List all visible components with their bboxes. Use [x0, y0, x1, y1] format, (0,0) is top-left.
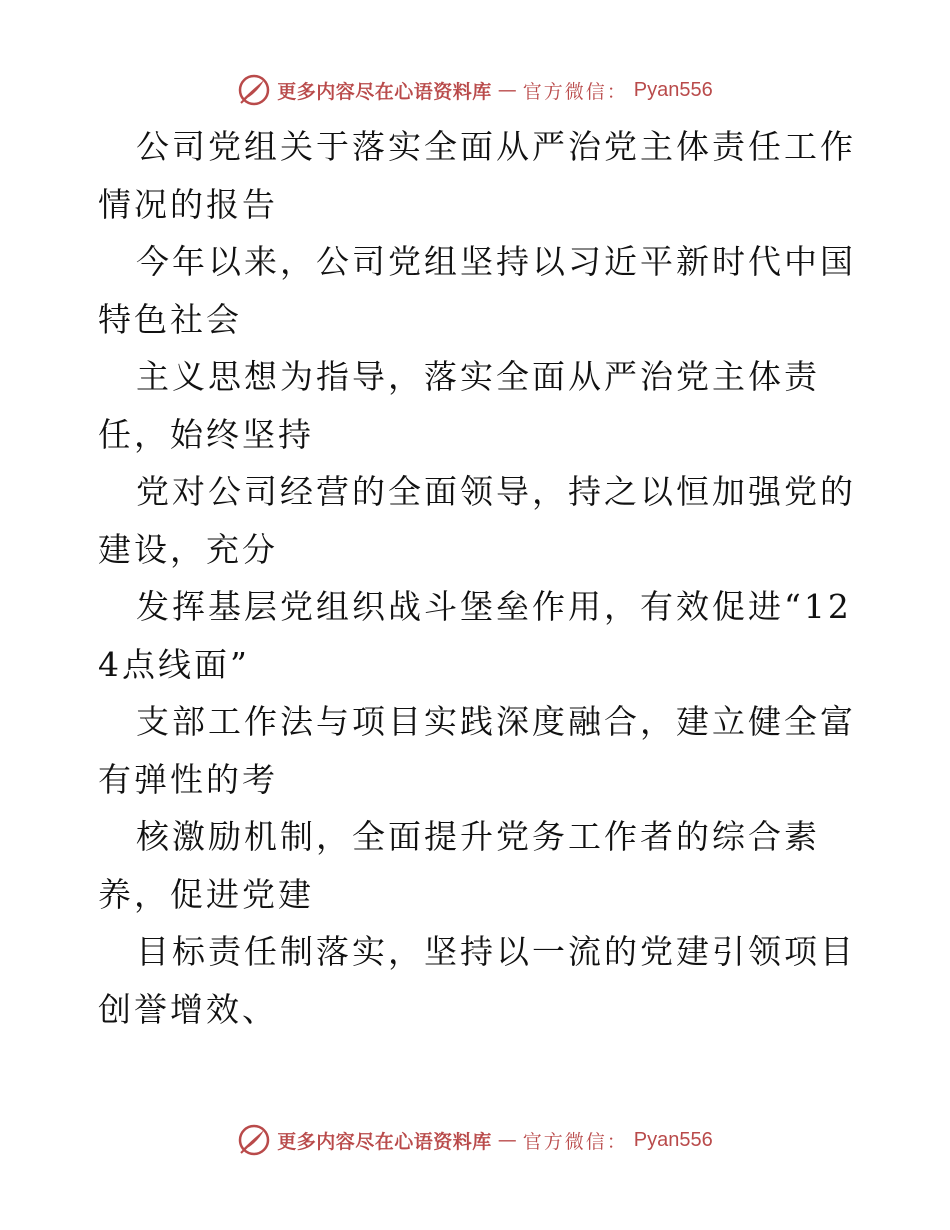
watermark-account-id: Pyan556 [633, 78, 713, 101]
document-paragraph: 支部工作法与项目实践深度融合，建立健全富有弹性的考 [98, 702, 856, 799]
watermark-dash: — [497, 1129, 517, 1151]
watermark-account-id: Pyan556 [633, 1128, 713, 1151]
footer-watermark [0, 1120, 950, 1160]
document-paragraph: 核激励机制，全面提升党务工作者的综合素养，促进党建 [98, 817, 820, 914]
watermark-text: 更多内容尽在心语资料库 [277, 80, 492, 103]
watermark-official-label: 官方微信： [522, 1130, 628, 1153]
watermark-dash: — [497, 79, 517, 101]
document-paragraph: 党对公司经营的全面领导，持之以恒加强党的建设，充分 [98, 472, 856, 569]
document-paragraph: 今年以来，公司党组坚持以习近平新时代中国特色社会 [98, 242, 856, 339]
watermark-text: 更多内容尽在心语资料库 [277, 1130, 492, 1153]
watermark-official-label: 官方微信： [522, 80, 628, 103]
document-paragraph: 主义思想为指导，落实全面从严治党主体责任，始终坚持 [98, 357, 820, 454]
quill-pen-logo-icon [237, 1123, 271, 1157]
document-paragraph: 发挥基层党组织战斗堡垒作用，有效促进“124点线面” [98, 587, 852, 684]
header-watermark [0, 70, 950, 110]
document-body [98, 118, 858, 1038]
document-paragraph: 目标责任制落实，坚持以一流的党建引领项目创誉增效、 [98, 932, 856, 1029]
quill-pen-logo-icon [237, 73, 271, 107]
document-paragraph: 公司党组关于落实全面从严治党主体责任工作情况的报告 [98, 127, 856, 224]
